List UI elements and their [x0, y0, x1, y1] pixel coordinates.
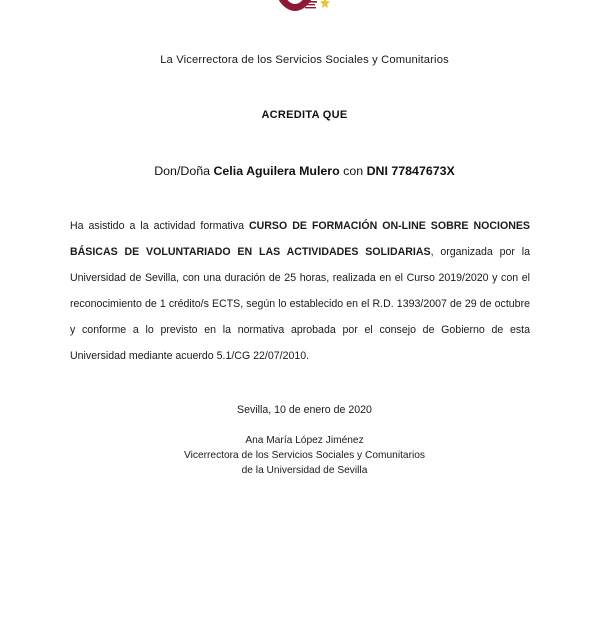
signer-institution: de la Universidad de Sevilla	[241, 465, 368, 476]
recipient-name: Celia Aguilera Mulero	[213, 164, 340, 178]
vicerrectora-header-line: La Vicerrectora de los Servicios Sociales y Comunitarios	[160, 54, 449, 66]
acredita-que-heading: ACREDITA QUE	[261, 109, 348, 121]
recipient-prefix: Don/Doña	[154, 164, 211, 178]
course-title: CURSO DE FORMACIÓN ON-LINE SOBRE NOCIONES BÁSICAS DE VOLUNTARIADO EN LAS ACTIVIDADES SOLIDARIAS	[70, 220, 530, 258]
signature-place-date: Sevilla, 10 de enero de 2020	[237, 404, 372, 416]
signer-name: Ana María López Jiménez	[245, 435, 364, 446]
body-intro: Ha asistido a la actividad formativa	[70, 220, 249, 232]
signature-block	[0, 433, 609, 478]
recipient-dni: DNI 77847673X	[366, 164, 455, 178]
body-rest: , organizada por la Universidad de Sevilla, con una duración de 25 horas, realizada en el Curso 2019/2020 y con el reconocimiento de 1 crédito/s ECTS, según lo establecido en el R.D. 1393/2007 de 29 de octubre y conforme a lo previsto en la normativa aprobada por el consejo de Gobierno de esta Universidad mediante acuerdo 5.1/CG 22/07/2010.	[70, 246, 530, 362]
recipient-line	[0, 164, 609, 178]
recipient-connector: con	[343, 164, 364, 178]
logo-accent-icon	[320, 0, 330, 9]
signer-title: Vicerrectora de los Servicios Sociales y Comunitarios	[183, 450, 425, 461]
logo-wrap	[272, 0, 342, 15]
certificate-body-paragraph	[70, 213, 530, 369]
universidad-de-sevilla-logo-icon	[272, 0, 318, 15]
logo-band	[0, 0, 609, 16]
